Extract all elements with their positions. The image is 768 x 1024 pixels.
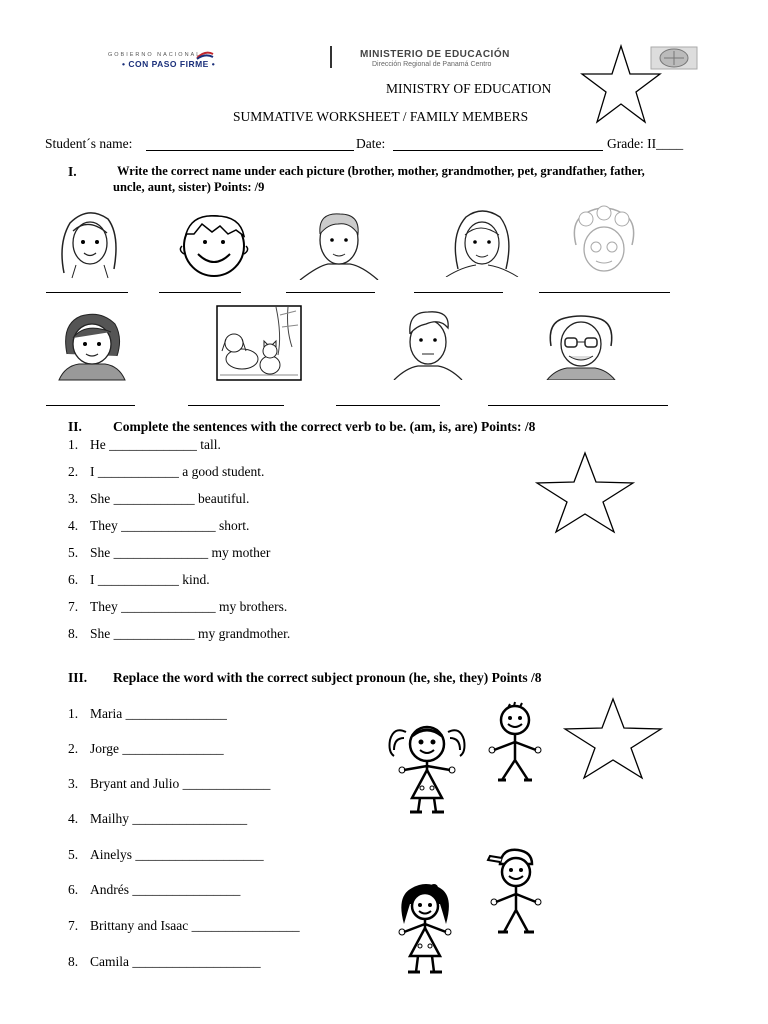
star-icon [562,696,664,782]
section2-item-text: I ____________ a good student. [90,464,265,479]
grandmother-picture [566,205,642,279]
brother-picture [172,208,256,280]
section2-item-num: 1. [68,437,79,452]
logo-divider [330,46,332,68]
section2-item-text: They ______________ short. [90,518,250,533]
section2-item-6[interactable] [68,572,210,588]
boy-stick-figure-icon [486,700,544,786]
picture-answer-1[interactable] [46,292,128,293]
ministry-heading: MINISTRY OF EDUCATION [386,81,552,96]
section3-item-num: 4. [68,811,79,826]
section3-item-text: Maria _______________ [90,706,227,721]
section3-item-8[interactable] [68,954,261,970]
picture-answer-5[interactable] [539,292,670,293]
student-name-label: Student´s name: [45,136,133,151]
section3-item-5[interactable] [68,847,264,863]
picture-answer-6[interactable] [46,405,135,406]
girl-hair-stick-figure-icon [390,880,460,978]
picture-answer-2[interactable] [159,292,241,293]
section2-item-text: They ______________ my brothers. [90,599,288,614]
section2-item-8[interactable] [68,626,290,642]
section3-item-num: 7. [68,918,79,933]
section2-item-2[interactable] [68,464,264,480]
section2-item-text: She ______________ my mother [90,545,271,560]
section3-item-text: Camila ___________________ [90,954,261,969]
section2-item-5[interactable] [68,545,270,561]
date-label: Date: [356,136,386,151]
flag-icon [196,50,214,60]
section2-item-num: 5. [68,545,79,560]
section3-item-text: Jorge _______________ [90,741,224,756]
section3-item-1[interactable] [68,706,227,722]
section2-item-text: He _____________ tall. [90,437,221,452]
father-picture [298,204,380,280]
picture-answer-9[interactable] [488,405,668,406]
section3-item-text: Mailhy _________________ [90,811,248,826]
aunt-picture [55,310,129,382]
grade-label: Grade: II____ [607,136,684,151]
picture-answer-7[interactable] [188,405,284,406]
section2-numeral: II. [68,419,82,434]
section3-item-num: 6. [68,882,79,897]
section3-item-text: Andrés ________________ [90,882,241,897]
boy-cap-stick-figure-icon [486,846,546,938]
pet-picture [216,305,302,381]
picture-answer-4[interactable] [414,292,503,293]
section2-item-num: 8. [68,626,79,641]
section3-item-3[interactable] [68,776,270,792]
section3-numeral: III. [68,670,88,685]
ministerio-logo-sub: Dirección Regional de Panamá Centro [372,61,492,68]
section3-item-7[interactable] [68,918,300,934]
section2-item-num: 4. [68,518,79,533]
section3-item-text: Bryant and Julio _____________ [90,776,271,791]
section3-item-4[interactable] [68,811,247,827]
section2-item-4[interactable] [68,518,249,534]
section2-item-num: 3. [68,491,79,506]
ministerio-logo-title: MINISTERIO DE EDUCACIÓN [360,49,510,60]
section2-instruction: Complete the sentences with the correct verb to be. (am, is, are) Points: /8 [113,419,536,434]
section3-item-num: 3. [68,776,79,791]
picture-answer-8[interactable] [336,405,440,406]
star-icon [580,42,662,128]
section2-item-num: 7. [68,599,79,614]
section3-item-6[interactable] [68,882,240,898]
worksheet-title: SUMMATIVE WORKSHEET / FAMILY MEMBERS [233,109,529,124]
section2-item-1[interactable] [68,437,221,453]
grandfather-picture [541,312,621,380]
picture-answer-3[interactable] [286,292,375,293]
student-name-field[interactable] [146,150,354,151]
section2-item-text: She ____________ my grandmother. [90,626,291,641]
date-field[interactable] [393,150,603,151]
section3-item-text: Brittany and Isaac ________________ [90,918,300,933]
section2-item-text: I ____________ kind. [90,572,210,587]
section3-instruction: Replace the word with the correct subject pronoun (he, she, they) Points /8 [113,670,542,685]
section3-item-num: 8. [68,954,79,969]
section3-item-num: 2. [68,741,79,756]
section3-item-num: 5. [68,847,79,862]
section3-item-2[interactable] [68,741,224,757]
gobierno-logo-main-text: • CON PASO FIRME • [122,59,216,69]
section3-item-num: 1. [68,706,79,721]
sister-picture [52,203,128,279]
section2-item-text: She ____________ beautiful. [90,491,250,506]
section2-item-num: 6. [68,572,79,587]
star-icon [534,450,636,534]
gobierno-logo-top-text: GOBIERNO NACIONAL [108,52,202,58]
uncle-picture [392,306,464,380]
section1-instruction-1: Write the correct name under each picture (brother, mother, grandmother, pet, grandfather, father, [117,164,645,178]
section2-item-num: 2. [68,464,79,479]
section1-instruction-2: uncle, aunt, sister) Points: /9 [113,180,265,194]
gobierno-logo [108,52,300,68]
section2-item-3[interactable] [68,491,249,507]
mother-picture [442,205,522,277]
girl-stick-figure-icon [384,722,470,818]
section2-item-7[interactable] [68,599,287,615]
section1-numeral: I. [68,164,77,179]
section3-item-text: Ainelys ___________________ [90,847,264,862]
